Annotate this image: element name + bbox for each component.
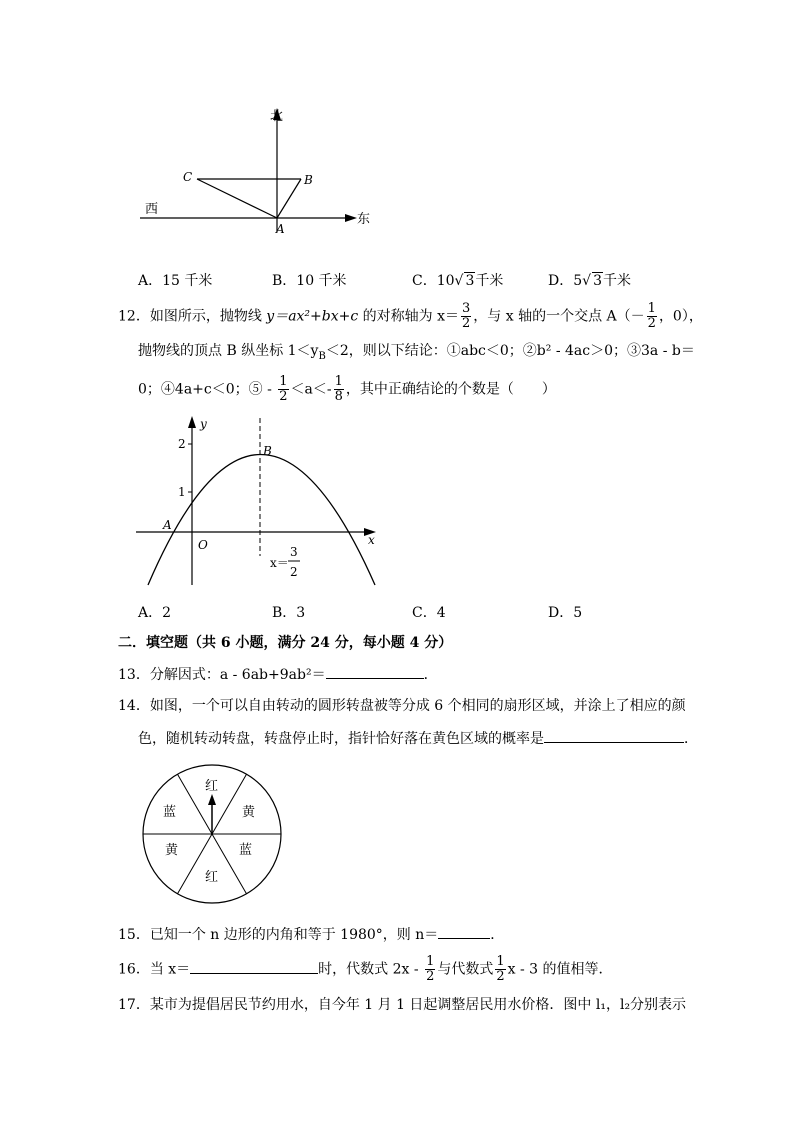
sqrt-sign: √ [454, 273, 464, 289]
q11-direction-figure [130, 100, 380, 240]
east-arrow [345, 214, 357, 222]
label-a: A [276, 222, 285, 236]
label-b: B [263, 444, 272, 458]
sector-label: 蓝 [163, 805, 177, 820]
q15-text: 15．已知一个 n 边形的内角和等于 1980°，则 n＝ [118, 927, 439, 943]
q12-text: ＜2，则以下结论：①abc＜0；②b² - 4ac＞0；③3a - b＝ [325, 343, 695, 359]
fraction-1-2: $\frac{1}{2}$ [496, 954, 505, 984]
q11-option-c-prefix: C．10 [412, 273, 455, 289]
q15-answer-blank[interactable] [438, 926, 490, 939]
axis-label: x＝ [270, 556, 289, 570]
sqrt-radicand: 3 [593, 273, 602, 289]
section-2-heading: 二．填空题（共 6 小题，满分 24 分，每小题 4 分） [118, 635, 453, 651]
q12-equation: y＝ax²+bx+c [266, 308, 359, 325]
q12-text: 的对称轴为 x＝ [358, 308, 460, 325]
subscript-b: B [318, 350, 326, 362]
label-west: 西 [145, 202, 159, 217]
q11-option-d [548, 270, 631, 290]
q12-text: ，其中正确结论的个数是（ ） [345, 381, 556, 398]
label-east: 东 [357, 212, 371, 227]
label-o: O [198, 538, 208, 552]
sector-label: 红 [205, 870, 219, 885]
q11-option-d-prefix: D．5 [548, 273, 583, 289]
q13 [118, 665, 438, 685]
q12-option-b: B．3 [272, 605, 306, 621]
q12-parabola-figure [130, 410, 390, 590]
q12-text: ＜a＜- [290, 381, 332, 398]
q12-option-a: A．2 [138, 605, 172, 621]
fraction-1-2: $\frac{1}{2}$ [426, 954, 435, 984]
fraction-1-2: $\frac{1}{2}$ [647, 301, 656, 331]
segment-ab [277, 179, 301, 218]
fraction-1-8: $\frac{1}{8}$ [334, 374, 343, 404]
q12-text: 如图所示，抛物线 [149, 308, 267, 325]
sector-label: 红 [205, 779, 219, 794]
q12-number: 12． [118, 308, 150, 325]
sqrt-sign: √ [582, 273, 592, 289]
sector-label: 黄 [242, 805, 256, 820]
q12-line-3 [138, 375, 556, 404]
q16-text: 16．当 x＝ [118, 961, 191, 978]
q12-option-d: D．5 [548, 605, 583, 621]
q16-text: x - 3 的值相等． [507, 961, 613, 978]
q13-answer-blank[interactable] [326, 666, 424, 679]
q13-end: ． [423, 667, 438, 683]
q12-line-2 [138, 341, 695, 367]
label-1: 1 [178, 485, 186, 499]
q11-option-c [412, 270, 503, 290]
q14-answer-blank[interactable] [544, 730, 684, 743]
fraction-1-2: $\frac{1}{2}$ [279, 374, 288, 404]
label-c: C [183, 170, 193, 184]
fraction-3-2: $\frac{3}{2}$ [462, 301, 471, 331]
q14-line-1: 14．如图，一个可以自由转动的圆形转盘被等分成 6 个相同的扇形区域，并涂上了相应的颜 [118, 698, 686, 714]
q14-line-2 [138, 729, 698, 749]
label-b: B [304, 173, 313, 187]
q16-answer-blank[interactable] [190, 961, 318, 974]
q11-option-b: B．10 千米 [272, 273, 347, 289]
y-arrow [188, 416, 196, 428]
pointer-arrow-icon [208, 794, 216, 805]
label-2: 2 [178, 437, 186, 451]
q12-text: ，与 x 轴的一个交点 A（－ [473, 308, 645, 325]
segment-ca [197, 179, 277, 218]
q12-option-c: C．4 [412, 605, 446, 621]
sector-label: 蓝 [239, 843, 253, 858]
label-y: y [200, 417, 207, 431]
q11-option-a: A．15 千米 [138, 273, 213, 289]
parabola-curve [148, 455, 375, 586]
q14-text: 色，随机转动转盘，转盘停止时，指针恰好落在黄色区域的概率是 [138, 731, 544, 747]
q12-text: 0；④4a+c＜0；⑤ - [138, 381, 277, 398]
label-north: 北 [270, 109, 284, 124]
q14-end: ． [684, 731, 698, 747]
q16-text: 时，代数式 2x - [318, 961, 424, 978]
spinner-figure [138, 760, 288, 910]
q12-text: ，0）， [658, 308, 703, 325]
label-x: x [368, 533, 375, 547]
label-a: A [163, 518, 172, 532]
q15 [118, 925, 504, 945]
q15-end: ． [490, 927, 505, 943]
sqrt-radicand: 3 [465, 273, 475, 289]
q11-option-c-unit: 千米 [475, 273, 504, 289]
q16-text: 与代数式 [437, 961, 494, 978]
axis-label-num: 3 [290, 545, 298, 559]
sector-label: 黄 [165, 843, 179, 858]
q17: 17．某市为提倡居民节约用水，自今年 1 月 1 日起调整居民用水价格．图中 l₁，l₂分别表示 [118, 997, 687, 1013]
q11-option-d-unit: 千米 [602, 273, 631, 289]
q12-line-1 [118, 302, 703, 331]
q12-text: 抛物线的顶点 B 纵坐标 1＜y [138, 343, 319, 359]
axis-label-den: 2 [290, 565, 298, 579]
q13-text: 13．分解因式：a - 6ab+9ab²＝ [118, 667, 326, 683]
q16 [118, 955, 613, 984]
